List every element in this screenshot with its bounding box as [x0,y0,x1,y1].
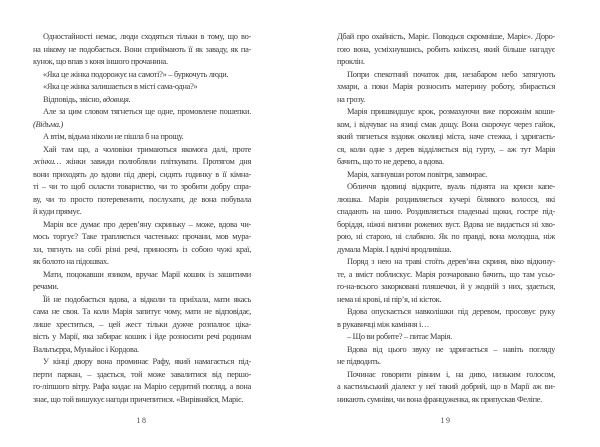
text-line [33,69,251,82]
text-segment: го-на-всього закорковані пляшечки, й у жодній з них, здається, [337,282,555,291]
text-segment: Вдова від цього звуку не здригається – навіть погляду [347,344,555,354]
text-segment: «Яка це жінка подорожує на самоті?» – буркочуть люди. [43,69,229,79]
text-line [33,169,251,182]
page-text [33,31,251,406]
text-line [337,381,555,394]
text-segment: Починає говорити рівним і, на диво, низьким голосом, [347,369,555,379]
text-line [33,119,251,132]
text-segment: го-ліпшого вітру. Рафа кидає на Марію сердитий погляд, а вона [33,382,251,391]
text-segment: вість у Марії, яка забирає кошик і йде розносити речі родинам [33,332,251,341]
text-line [337,181,555,194]
text-segment: мось торгує? Таке трапляється частенько: прочани, мов мура- [33,232,251,241]
text-segment: який тягнеться вздовж околиці міста, наче стежка, і здригаєть- [337,132,555,141]
text-segment: а кастильський діалект у неї такий добрий, що в Марії аж ви- [337,382,555,391]
text-segment: речами. [33,282,59,291]
text-line [33,194,251,207]
text-segment: Але за цим словом тягнеться ще одне, промовлене пошепки. [43,107,251,116]
text-segment: перти паркан, – здається, той може завалитися від першо- [33,369,251,379]
text-line [33,131,251,144]
text-line [33,44,251,57]
text-line [337,244,555,257]
italic-text: (Відьма.) [33,119,63,129]
text-segment: боріддя, ніжні вигини рожевих вуст. Вдова не видається ні хво- [337,219,555,229]
text-line [337,94,555,107]
text-line [33,231,251,244]
text-line [337,194,555,207]
text-segment: люшка. Марія роздивляється кучері білявого волосся, які [337,194,555,204]
text-line [33,256,251,269]
text-line [337,31,555,44]
text-segment: Відповідь, звісно, [43,94,103,104]
text-segment: Дбай про охайність, Маріє. Поводься скромніше, Маріє». Доро- [337,32,555,41]
text-segment: ком, і відчуває на язиці смак дощу. Вона скорочує через гайок, [337,119,555,129]
text-line [337,394,555,407]
text-line [337,219,555,232]
text-line [33,106,251,119]
text-line [337,144,555,157]
text-segment: проклін. [337,57,365,66]
page-number: 19 [440,416,452,425]
text-segment: ся, коли одне з дерев відділяється від гурту, – аж тут Марія [337,144,555,154]
text-segment: знає, що той вишукує нагоди причепитися. «Вирівняйся, Маріє. [33,394,244,404]
text-line [33,356,251,369]
text-segment: на нікому не подобається. Вони сприймають її як заваду, як па- [33,44,251,54]
text-line [33,369,251,382]
text-segment: сама не своя. Та коли Марія запитує чому, мати не відповідає, [33,307,251,316]
text-segment: Марія все думає про дерев’яну скриньку – може, вдова чи- [43,219,251,229]
text-segment: думала Марія. І вдвічі вродливіша. [337,244,452,254]
text-segment: Попри спекотний початок дня, незабаром небо затягують [347,69,555,79]
text-segment: Марія пришвидшує крок, розмахуючи вже порожнім коши- [347,107,555,116]
text-line [337,344,555,357]
text-line [337,231,555,244]
text-line [33,81,251,94]
page-right [337,31,555,425]
text-line [33,381,251,394]
italic-text: жінки… [33,157,62,166]
text-line [33,331,251,344]
text-segment: гою вона, усміхнувшись, робить кніксен, який більше нагадує [337,44,555,54]
text-segment: Їй не подобається вдова, а відколи та приїхала, мати якась [43,294,251,304]
text-segment: спадають на шию. Роздивляється гладенькі щоки, гостре під- [337,207,555,216]
text-line [33,344,251,357]
text-line [337,56,555,69]
text-segment: хи, тягнуть на собі різні речі, приносять із собою чужі краї, [33,244,251,254]
text-segment: те, а вміст поблискує. Марія розчаровано бачить, що там усьо- [337,269,555,279]
text-segment: У кінці двору вона проминає Рафу, який намагається під- [43,357,251,366]
text-line [33,294,251,307]
text-segment: в рукавичці між каміння і… [337,319,430,329]
text-line [33,219,251,232]
text-line [337,256,555,269]
text-line [33,144,251,157]
text-segment: никають сумніви, чи вона француженка, як припускав Феліпе. [337,394,543,404]
text-segment: – Що ви робите? – питає Марія. [347,332,452,341]
text-line [33,306,251,319]
text-line [337,156,555,169]
text-segment: бачить, що то не дерево, а вдова. [337,157,444,166]
text-line [33,31,251,44]
text-line [337,106,555,119]
text-line [33,206,251,219]
text-line [337,131,555,144]
text-line [337,269,555,282]
text-segment: Поряд з нею на траві стоїть дерев’яна скриня, віко відкину- [347,257,555,266]
page-text [337,31,555,406]
text-line [33,94,251,107]
text-segment: вони приходять до вдови під двері, сидять годинку в її кімна- [33,169,251,179]
text-line [33,181,251,194]
text-segment: Вальтьєрра, Муньйос і Кордова. [33,344,139,354]
text-line [33,319,251,332]
text-segment: рою, ні старою, ні слабкою. Як по правді, вона молодша, ніж [337,232,555,241]
text-segment: кунок, що впав з коня іншого прочанина. [33,57,168,66]
text-segment: Марія, хапнувши ротом повітря, завмирає. [347,169,487,179]
text-line [337,119,555,132]
page-number: 18 [136,416,148,425]
text-line [33,244,251,257]
text-line [337,81,555,94]
text-segment: лише хреститься, – цей жест тільки дужче розпалює ціка- [33,319,251,329]
text-line [337,44,555,57]
text-segment: Обличчя вдовиці відкрите, вуаль піднята на криси капе- [347,182,555,191]
text-line [337,69,555,82]
text-line [337,356,555,369]
text-line [33,281,251,294]
text-segment: й куди прямує. [33,207,82,216]
text-line [33,156,251,169]
text-segment: на грозу. [337,94,365,104]
text-line [337,306,555,319]
text-line [33,56,251,69]
text-line [33,269,251,282]
text-line [33,394,251,407]
text-segment: хмари, а поки Марія розносить материну роботу, збирається [337,82,555,91]
text-line [337,369,555,382]
page-left [33,31,251,425]
text-segment: жінки завжди полюбляли пліткувати. Протягом дня [61,157,251,166]
text-line [337,319,555,332]
text-segment: не підводить. [337,357,381,366]
text-segment: Мати, поцокавши язиком, вручає Марії кошик із зашитими [43,269,251,279]
text-line [337,206,555,219]
text-segment: «Яка це жінка залишається в місті сама-одна?» [43,82,198,91]
italic-text: вдовиця. [102,94,131,104]
text-segment: Вдова опускається навколішки під деревом, просовує руку [347,307,555,316]
text-segment: А втім, відьма ніколи не пішла б на прощу. [43,132,184,141]
text-line [337,294,555,307]
text-segment: ті – чи то щоб скласти товариство, чи то зробити добру спра- [33,182,251,191]
text-segment: ву, чи то просто потеревенити, послухати, де вона побувала [33,194,251,204]
text-segment: Хай там що, а чоловіки тримаються якомога далі, проте [43,144,251,154]
text-segment: як болото на підошвах. [33,257,109,266]
text-line [337,169,555,182]
text-segment: Одностайності немає, люди сходяться тільки в тому, що во- [43,32,251,41]
text-line [337,281,555,294]
text-segment: нема ні крові, ні пір’я, ні кісток. [337,294,442,304]
text-line [337,331,555,344]
